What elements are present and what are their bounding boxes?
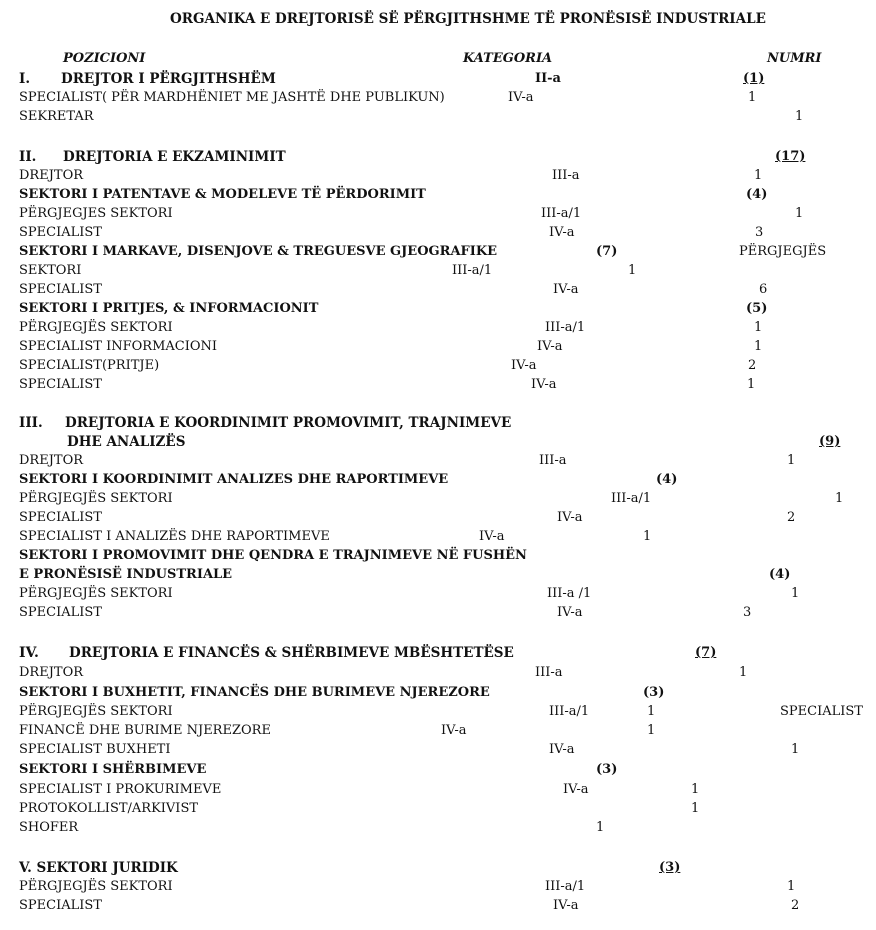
row-label: PËRGJEGJËS SEKTORI: [19, 491, 173, 506]
section-heading: DREJTORIA E FINANCËS & SHËRBIMEVE MBËSHTETËSE: [69, 645, 514, 661]
row-label: SPECIALIST I ANALIZËS DHE RAPORTIMEVE: [19, 529, 330, 544]
row-count: 1: [754, 168, 763, 183]
section-heading: DREJTOR I PËRGJITHSHËM: [61, 71, 276, 87]
row-count: 1: [795, 206, 804, 221]
row-label: SPECIALIST BUXHETI: [19, 742, 171, 757]
row-label: PROTOKOLLIST/ARKIVIST: [19, 801, 199, 816]
column-header-position: POZICIONI: [63, 51, 146, 66]
row-label: SPECIALIST INFORMACIONI: [19, 339, 218, 354]
section-number: I.: [19, 71, 31, 87]
row-label: PËRGJEGJËS SEKTORI: [19, 586, 173, 601]
subsection-heading: SEKTORI I BUXHETIT, FINANCËS DHE BURIMEVE NJEREZORE: [19, 685, 490, 700]
column-header-category: KATEGORIA: [463, 51, 553, 66]
page-title: ORGANIKA E DREJTORISË SË PËRGJITHSHME TË PRONËSISË INDUSTRIALE: [170, 11, 766, 27]
row-count: 2: [791, 898, 800, 913]
row-label: SPECIALIST: [19, 282, 102, 297]
section-heading: V. SEKTORI JURIDIK: [19, 860, 178, 876]
row-label: SPECIALIST( PËR MARDHËNIET ME JASHTË DHE PUBLIKUN): [19, 90, 445, 105]
row-label: DREJTOR: [19, 665, 84, 680]
subsection-total: (4): [746, 187, 768, 202]
subsection-total: (3): [643, 685, 665, 700]
subsection-total: (5): [746, 301, 768, 316]
row-label-overflow: SPECIALIST: [780, 704, 863, 719]
row-category: IV-a: [441, 723, 467, 738]
row-category: IV-a: [553, 898, 579, 913]
subsection-heading: SEKTORI I SHËRBIMEVE: [19, 762, 207, 777]
column-header-number: NUMRI: [767, 51, 822, 66]
row-category: IV-a: [537, 339, 563, 354]
row-label: SPECIALIST: [19, 898, 102, 913]
row-label-overflow: PËRGJEGJËS: [739, 244, 827, 259]
row-count: 1: [628, 263, 637, 278]
row-label: SPECIALIST: [19, 510, 102, 525]
row-label: PËRGJEGJËS SEKTORI: [19, 320, 173, 335]
row-count: 1: [791, 586, 800, 601]
subsection-heading: SEKTORI I KOORDINIMIT ANALIZES DHE RAPORTIMEVE: [19, 472, 449, 487]
row-category: IV-a: [553, 282, 579, 297]
subsection-total: (4): [656, 472, 678, 487]
subsection-heading: SEKTORI I PATENTAVE & MODELEVE TË PËRDORIMIT: [19, 187, 426, 202]
subsection-heading: SEKTORI I PROMOVIMIT DHE QENDRA E TRAJNIMEVE NË FUSHËN: [19, 548, 527, 563]
row-count: 1: [691, 801, 700, 816]
row-count: 1: [787, 453, 796, 468]
row-category: IV-a: [508, 90, 534, 105]
row-category: III-a: [552, 168, 580, 183]
row-count: 2: [787, 510, 796, 525]
row-category: IV-a: [557, 605, 583, 620]
row-category: IV-a: [557, 510, 583, 525]
row-count: 1: [647, 704, 656, 719]
row-count: 1: [754, 320, 763, 335]
row-count: 1: [643, 529, 652, 544]
row-category: IV-a: [511, 358, 537, 373]
subsection-total: (7): [596, 244, 618, 259]
subsection-heading: SEKTORI I MARKAVE, DISENJOVE & TREGUESVE GJEOGRAFIKE: [19, 244, 498, 259]
row-category: III-a/1: [549, 704, 590, 719]
row-category: III-a/1: [611, 491, 652, 506]
section-total: (9): [819, 434, 841, 449]
section-total: (1): [743, 71, 765, 86]
row-category: III-a/1: [545, 879, 586, 894]
section-total: (7): [695, 645, 717, 660]
row-label: SPECIALIST: [19, 605, 102, 620]
row-category: III-a /1: [547, 586, 592, 601]
row-count: 1: [596, 820, 605, 835]
row-count: 1: [748, 90, 757, 105]
row-label: FINANCË DHE BURIME NJEREZORE: [19, 723, 271, 738]
row-count: 1: [754, 339, 763, 354]
row-count: 1: [835, 491, 844, 506]
section-number: IV.: [19, 645, 39, 661]
row-category: III-a: [535, 665, 563, 680]
row-label: SEKTORI: [19, 263, 82, 278]
section-total: (17): [775, 149, 806, 164]
row-category: III-a/1: [541, 206, 582, 221]
section-heading-continued: DHE ANALIZËS: [67, 434, 186, 450]
row-count: 1: [739, 665, 748, 680]
row-category: IV-a: [479, 529, 505, 544]
subsection-heading-continued: E PRONËSISË INDUSTRIALE: [19, 567, 233, 582]
subsection-total: (4): [769, 567, 791, 582]
section-heading: DREJTORIA E KOORDINIMIT PROMOVIMIT, TRAJNIMEVE: [65, 415, 512, 431]
section-number: III.: [19, 415, 43, 431]
section-category: II-a: [535, 71, 561, 86]
row-category: III-a: [539, 453, 567, 468]
section-number: II.: [19, 149, 37, 165]
row-label: PËRGJEGJËS SEKTORI: [19, 704, 173, 719]
row-label: DREJTOR: [19, 453, 84, 468]
section-total: (3): [659, 860, 681, 875]
row-label: DREJTOR: [19, 168, 84, 183]
row-count: 1: [795, 109, 804, 124]
row-label: SHOFER: [19, 820, 79, 835]
subsection-total: (3): [596, 762, 618, 777]
row-category: IV-a: [549, 225, 575, 240]
row-category: III-a/1: [545, 320, 586, 335]
row-label: SEKRETAR: [19, 109, 94, 124]
row-label: PËRGJEGJËS SEKTORI: [19, 879, 173, 894]
row-category: IV-a: [563, 782, 589, 797]
row-category: IV-a: [549, 742, 575, 757]
row-label: SPECIALIST(PRITJE): [19, 358, 160, 373]
row-label: SPECIALIST I PROKURIMEVE: [19, 782, 222, 797]
row-category: IV-a: [531, 377, 557, 392]
row-label: PËRGJEGJES SEKTORI: [19, 206, 173, 221]
row-category: III-a/1: [452, 263, 493, 278]
row-label: SPECIALIST: [19, 225, 102, 240]
row-count: 1: [747, 377, 756, 392]
row-label: SPECIALIST: [19, 377, 102, 392]
row-count: 1: [791, 742, 800, 757]
row-count: 3: [743, 605, 752, 620]
row-count: 1: [691, 782, 700, 797]
section-heading: DREJTORIA E EKZAMINIMIT: [63, 149, 286, 165]
subsection-heading: SEKTORI I PRITJES, & INFORMACIONIT: [19, 301, 319, 316]
row-count: 1: [647, 723, 656, 738]
row-count: 2: [748, 358, 757, 373]
row-count: 6: [759, 282, 768, 297]
row-count: 1: [787, 879, 796, 894]
row-count: 3: [755, 225, 764, 240]
